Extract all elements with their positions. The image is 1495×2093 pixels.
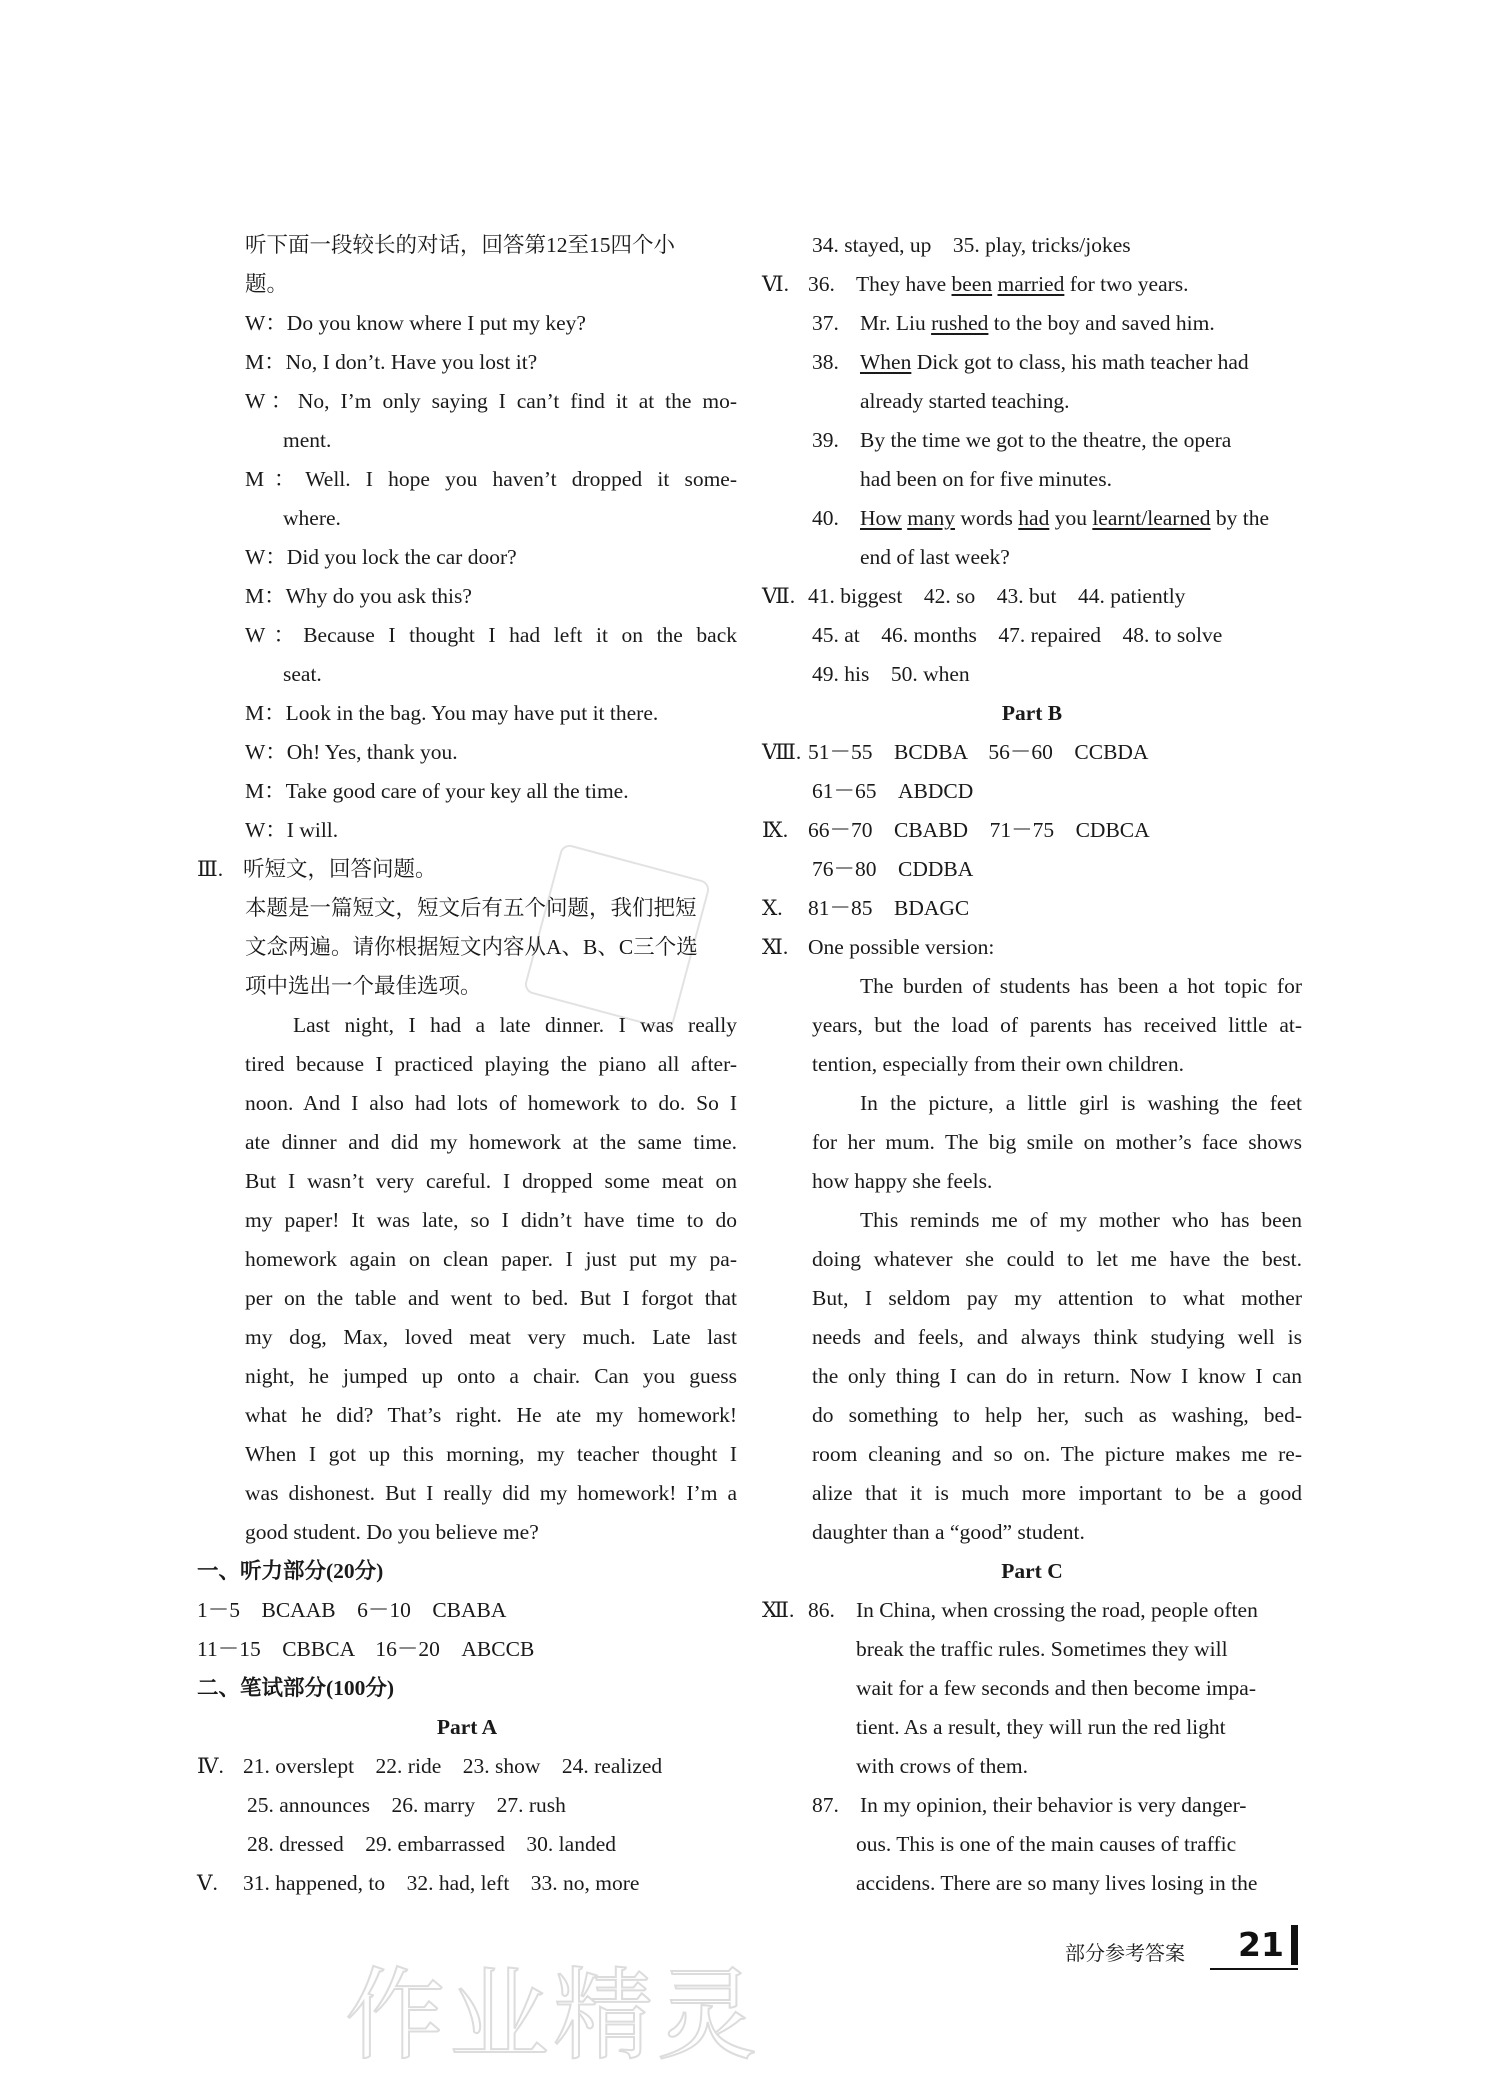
answer-line: 76－80 CDDBA xyxy=(812,857,974,881)
essay-line: room cleaning and so on. The picture makes me re- xyxy=(812,1442,1302,1466)
page-marker-rule xyxy=(1210,1968,1298,1970)
answer-line: 11－15 CBBCA 16－20 ABCCB xyxy=(197,1637,535,1661)
dialogue-line: where. xyxy=(283,506,341,530)
answer-line: 1－5 BCAAB 6－10 CBABA xyxy=(197,1598,507,1622)
answer-line: Ⅳ. 21. overslept 22. ride 23. show 24. realized xyxy=(197,1754,663,1778)
essay-line: alize that it is much more important to be a good xyxy=(812,1481,1302,1505)
text-line: 本题是一篇短文，短文后有五个问题，我们把短 xyxy=(245,896,697,920)
part-b-title: Part B xyxy=(1001,701,1063,725)
text-line: 题。 xyxy=(245,272,289,296)
part-c-title: Part C xyxy=(1001,1559,1063,1583)
answer-line: wait for a few seconds and then become impa- xyxy=(856,1676,1256,1700)
dialogue-line: M：Why do you ask this? xyxy=(245,584,472,608)
text-line: 听下面一段较长的对话，回答第12至15四个小 xyxy=(245,233,676,257)
answer-line: 45. at 46. months 47. repaired 48. to solve xyxy=(812,623,1223,647)
dialogue-line: M：Take good care of your key all the time. xyxy=(245,779,629,803)
section-heading: Ⅲ. 听短文，回答问题。 xyxy=(197,857,437,881)
passage-line: was dishonest. But I really did my homework! I’m a xyxy=(245,1481,737,1505)
answer-line: 34. stayed, up 35. play, tricks/jokes xyxy=(812,233,1131,257)
passage-line: per on the table and went to bed. But I forgot that xyxy=(245,1286,737,1310)
essay-line: years, but the load of parents has received little at- xyxy=(812,1013,1302,1037)
dialogue-line: W：Because I thought I had left it on the back xyxy=(245,623,738,647)
dialogue-line: ment. xyxy=(283,428,332,452)
answer-line: 37. Mr. Liu rushed to the boy and saved him. xyxy=(812,311,1215,335)
essay-line: needs and feels, and always think studying well is xyxy=(812,1325,1302,1349)
dialogue-line: W：Did you lock the car door? xyxy=(245,545,517,569)
passage-line: what he did? That’s right. He ate my homework! xyxy=(245,1403,737,1427)
passage-line: homework again on clean paper. I just put my pa- xyxy=(245,1247,737,1271)
answer-line: Ⅻ. 86. In China, when crossing the road, people often xyxy=(762,1598,1258,1622)
watermark: 作业精灵 xyxy=(345,1957,761,2074)
text-line: 文念两遍。请你根据短文内容从A、B、C三个选 xyxy=(245,935,698,959)
passage-line: my paper! It was late, so I didn’t have time to do xyxy=(245,1208,737,1232)
answer-line: ous. This is one of the main causes of traffic xyxy=(856,1832,1237,1856)
essay-line: doing whatever she could to let me have the best. xyxy=(812,1247,1302,1271)
answer-line: 49. his 50. when xyxy=(812,662,970,686)
answer-line: 61－65 ABDCD xyxy=(812,779,974,803)
answer-line: 25. announces 26. marry 27. rush xyxy=(247,1793,566,1817)
part-heading: 一、听力部分(20分) xyxy=(197,1559,384,1583)
answer-line: had been on for five minutes. xyxy=(860,467,1112,491)
dialogue-line: W：I will. xyxy=(245,818,339,842)
page-marker-bar xyxy=(1291,1925,1298,1965)
dialogue-line: M：Look in the bag. You may have put it there. xyxy=(245,701,659,725)
part-a-title: Part A xyxy=(436,1715,498,1739)
answer-line: end of last week? xyxy=(860,545,1010,569)
text-line: 项中选出一个最佳选项。 xyxy=(245,974,482,998)
passage-line: good student. Do you believe me? xyxy=(245,1520,539,1544)
answer-line: 87. In my opinion, their behavior is very danger- xyxy=(812,1793,1247,1817)
answer-line: accidens. There are so many lives losing in the xyxy=(856,1871,1258,1895)
answer-line: Ⅵ. 36. They have been married for two years. xyxy=(762,272,1189,296)
passage-line: tired because I practiced playing the piano all after- xyxy=(245,1052,737,1076)
answer-line: Ⅷ. 51－55 BCDBA 56－60 CCBDA xyxy=(762,740,1149,764)
answer-line: tient. As a result, they will run the red light xyxy=(856,1715,1226,1739)
answer-line: 39. By the time we got to the theatre, the opera xyxy=(812,428,1232,452)
passage-line: But I wasn’t very careful. I dropped some meat on xyxy=(245,1169,737,1193)
dialogue-line: M：Well. I hope you haven’t dropped it some- xyxy=(245,467,737,491)
answer-line: with crows of them. xyxy=(856,1754,1028,1778)
essay-line: tention, especially from their own children. xyxy=(812,1052,1184,1076)
passage-line: night, he jumped up onto a chair. Can you guess xyxy=(245,1364,737,1388)
answer-line: Ⅺ. One possible version: xyxy=(762,935,995,959)
essay-line: the only thing I can do in return. Now I know I can xyxy=(812,1364,1302,1388)
part-heading: 二、笔试部分(100分) xyxy=(197,1676,395,1700)
passage-line: noon. And I also had lots of homework to do. So I xyxy=(245,1091,737,1115)
answer-line: Ⅶ. 41. biggest 42. so 43. but 44. patiently xyxy=(762,584,1186,608)
answer-line: 40. How many words had you learnt/learned by the xyxy=(812,506,1270,530)
right-column xyxy=(762,226,1302,1903)
answer-line: Ⅸ. 66－70 CBABD 71－75 CDBCA xyxy=(762,818,1150,842)
answer-line: 28. dressed 29. embarrassed 30. landed xyxy=(247,1832,616,1856)
essay-line: for her mum. The big smile on mother’s face shows xyxy=(812,1130,1302,1154)
passage-line: ate dinner and did my homework at the same time. xyxy=(245,1130,737,1154)
passage-line: my dog, Max, loved meat very much. Late last xyxy=(245,1325,737,1349)
passage-line: Last night, I had a late dinner. I was really xyxy=(293,1013,737,1037)
essay-line: But, I seldom pay my attention to what mother xyxy=(812,1286,1302,1310)
answer-line: 38. When Dick got to class, his math teacher had xyxy=(812,350,1249,374)
passage-line: When I got up this morning, my teacher thought I xyxy=(245,1442,737,1466)
answer-line: Ⅹ. 81－85 BDAGC xyxy=(762,896,970,920)
footer-label: 部分参考答案 xyxy=(1065,1941,1185,1965)
left-column xyxy=(197,226,737,1903)
essay-line: how happy she feels. xyxy=(812,1169,993,1193)
dialogue-line: M：No, I don’t. Have you lost it? xyxy=(245,350,538,374)
essay-line: This reminds me of my mother who has been xyxy=(860,1208,1302,1232)
answer-line: Ⅴ. 31. happened, to 32. had, left 33. no, more xyxy=(197,1871,640,1895)
page-number: 21 xyxy=(1238,1925,1284,1964)
essay-line: daughter than a “good” student. xyxy=(812,1520,1085,1544)
essay-line: do something to help her, such as washing, bed- xyxy=(812,1403,1302,1427)
dialogue-line: W：No, I’m only saying I can’t find it at the mo- xyxy=(245,389,737,413)
dialogue-line: W：Oh! Yes, thank you. xyxy=(245,740,458,764)
essay-line: The burden of students has been a hot topic for xyxy=(860,974,1302,998)
dialogue-line: seat. xyxy=(283,662,322,686)
dialogue-line: W：Do you know where I put my key? xyxy=(245,311,586,335)
answer-line: break the traffic rules. Sometimes they will xyxy=(856,1637,1228,1661)
answer-line: already started teaching. xyxy=(860,389,1070,413)
essay-line: In the picture, a little girl is washing the feet xyxy=(860,1091,1302,1115)
